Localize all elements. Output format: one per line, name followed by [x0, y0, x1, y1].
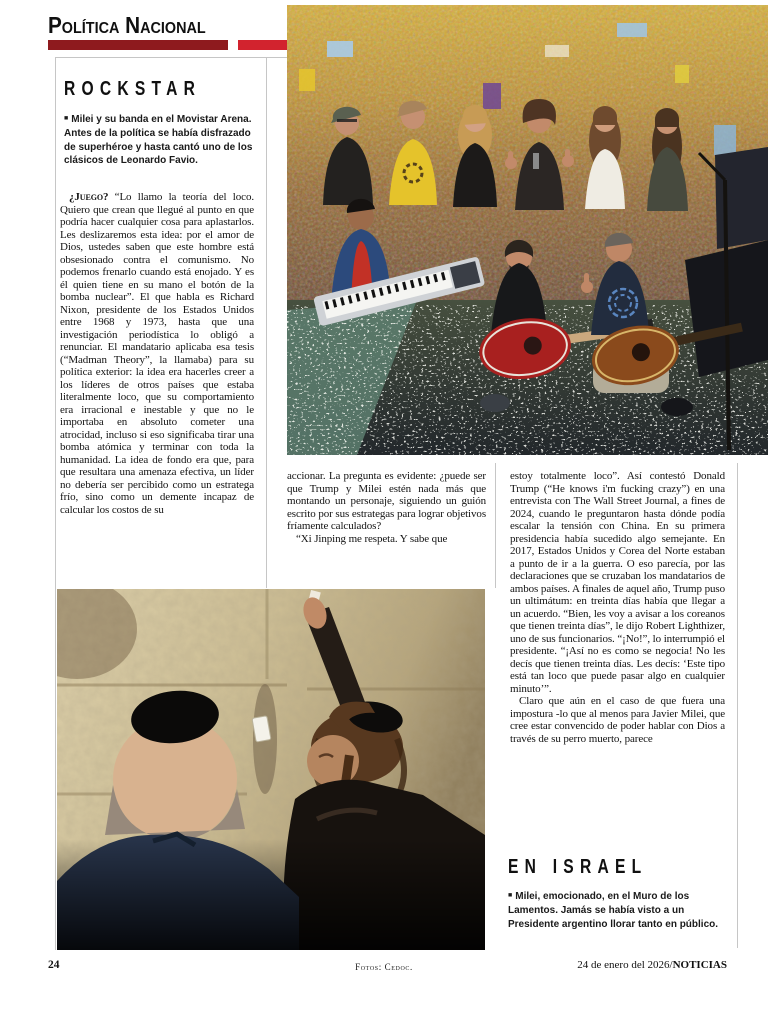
top-hairline [55, 57, 287, 58]
square-bullet-icon: ■ [64, 115, 69, 122]
rockstar-photo-caption [64, 112, 260, 168]
rockstar-box-title: ROCKSTAR [64, 78, 202, 100]
right-column-rule [737, 463, 738, 948]
photo-vignette [57, 839, 485, 950]
microphone [533, 153, 539, 169]
page-number: 24 [48, 959, 60, 971]
article-column-2 [287, 470, 486, 588]
kicker-bar-red [238, 40, 287, 50]
western-wall-illustration [57, 589, 485, 950]
folio-date-text: 24 de enero del 2026/ [577, 959, 673, 971]
article-column-1-text: “Lo llamo la teoría del loco. Quiero que crean que llegué al punto en que podría hacer cualquier cosa para aplastarlos. Les deslizaremos esta idea: por el amor de Dios, ustedes saben que este hombre está obsesionado contra el comunismo. No podemos frenarlo cuando está enojado. Y es él quien tiene en su mano el botón de la bomba nuclear”. El que habla es Richard Nixon, presidente de los Estados Unidos entre 1968 y 1973, hasta que una investigación periodística lo obligó a renunciar. El mandatario aplicaba esa tesis (“Madman Theory”, la llamaba) para su política exterior: la idea era hacerles creer a los líderes de otros países que estaba literalmente loco, que su comportamiento era irracional e inestable y que no le importaba en absoluto cometer una atrocidad, incluso si eso significaba tirar una bomba atómica y terminar con toda la humanidad. La idea de fondo era que, para que resultara una amenaza efectiva, un líder no debería ser percibido como un estratega frío, sino como un demente incapaz de calcular los costos de su [60, 191, 254, 516]
article-column-1 [60, 191, 254, 576]
western-wall-photo [57, 589, 485, 950]
magazine-brand: NOTICIAS [672, 959, 727, 971]
photo-credit: Fotos: Cedoc. [355, 962, 413, 972]
square-bullet-icon: ■ [508, 892, 513, 899]
article-lead-in: ¿Juego? [69, 191, 109, 203]
article-column-3-paragraph-2: Claro que aún en el caso de que fuera una impostura -lo que al menos para Javier Milei, que cree estar convencido de poder hablar con Dios a través de su perro muerto, parece [510, 695, 725, 745]
section-title: Política Nacional [48, 12, 206, 38]
article-column-3-paragraph-1: estoy totalmente loco”. Así contestó Donald Trump (“He knows i'm fucking crazy”) en una entrevista con The Wall Street Journal, a fines de 2024, cuando le preguntaron hasta dónde podía escalar la tensión con China. En su primera presidencia había sucedido algo semejante. En 2017, Estados Unidos y Corea del Norte estaban a punto de ir a la guerra. O eso parecía, por las declaraciones que se cruzaban los mandatarios de ambos países. A finales de aquel año, Trump puso un ultimátum: en treinta días había que llegar a un acuerdo. “Bien, les voy a avisar a los coreanos que tienen treinta días”, le dijo Robert Lighthizer, uno de sus funcionarios. “¡No!”, lo interrumpió el presidente. “¡Así no es como se negocia! No les decís que tienen treinta días. Les decís: ‘Este tipo está tan loco que puede pasar algo en cualquier minuto’”. [510, 470, 725, 695]
israel-box-title: EN ISRAEL [508, 856, 648, 878]
column-divider-2 [495, 463, 496, 588]
concert-band-photo [287, 5, 768, 455]
rockstar-caption-text: Milei y su banda en el Movistar Arena. Antes de la política se había disfrazado de superhéroe y hasta cantó uno de los clásicos de Leonardo Favio. [64, 114, 253, 167]
article-column-2-paragraph-2: “Xi Jinping me respeta. Y sabe que [296, 532, 448, 545]
folio-date [577, 959, 727, 971]
article-column-3 [510, 470, 725, 852]
israel-photo-caption [508, 889, 727, 931]
article-column-2-paragraph-1: accionar. La pregunta es evidente: ¿puede ser que Trump y Milei estén nada más que montando un personaje, siguiendo un guión escrito por sus estrategas para lograr objetivos fríamente calculados? [287, 470, 486, 532]
column-divider-1 [266, 57, 267, 588]
concert-photo-illustration [287, 5, 768, 455]
left-column-rule [55, 57, 56, 950]
kicker-bar-dark [48, 40, 228, 50]
israel-caption-text: Milei, emocionado, en el Muro de los Lamentos. Jamás se había visto a un Presidente argentino llorar tanto en público. [508, 891, 719, 930]
